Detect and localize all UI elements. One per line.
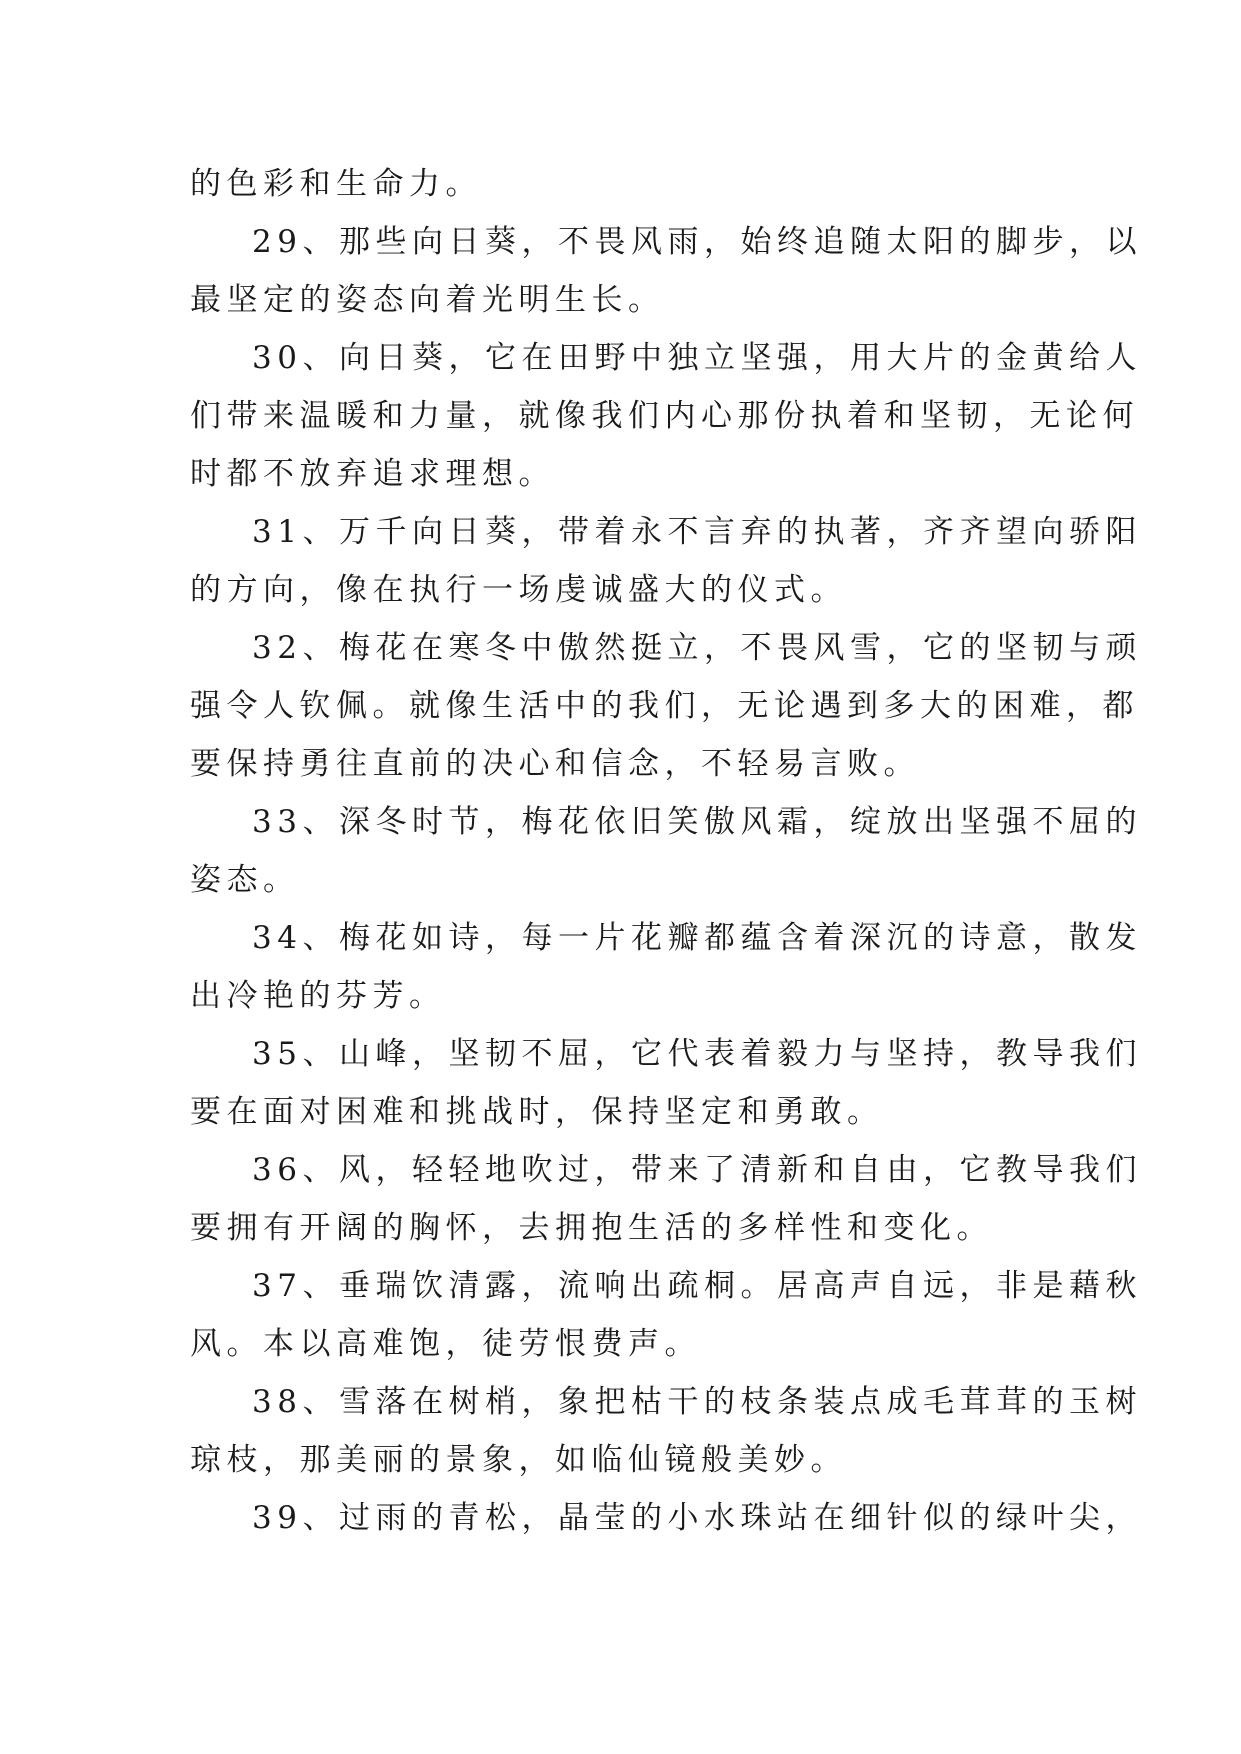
text-line-5: 们带来温暖和力量，就像我们内心那份执着和坚韧，无论何 bbox=[190, 398, 1139, 434]
text-line-20: 37、垂瑞饮清露，流响出疏桐。居高声自远，非是藉秋 bbox=[252, 1268, 1142, 1304]
text-line-7: 31、万千向日葵，带着永不言弃的执著，齐齐望向骄阳 bbox=[252, 514, 1142, 550]
text-line-15: 出冷艳的芬芳。 bbox=[190, 978, 446, 1014]
text-line-18: 36、风，轻轻地吹过，带来了清新和自由，它教导我们 bbox=[252, 1152, 1142, 1188]
text-line-8: 的方向，像在执行一场虔诚盛大的仪式。 bbox=[190, 572, 847, 608]
document-body bbox=[190, 155, 1142, 1547]
text-line-9: 32、梅花在寒冬中傲然挺立，不畏风雪，它的坚韧与顽 bbox=[252, 630, 1142, 666]
text-line-6: 时都不放弃追求理想。 bbox=[190, 456, 555, 492]
text-line-19: 要拥有开阔的胸怀，去拥抱生活的多样性和变化。 bbox=[190, 1210, 993, 1246]
text-line-11: 要保持勇往直前的决心和信念，不轻易言败。 bbox=[190, 746, 920, 782]
text-line-22: 38、雪落在树梢，象把枯干的枝条装点成毛茸茸的玉树 bbox=[252, 1384, 1142, 1420]
text-line-24: 39、过雨的青松，晶莹的小水珠站在细针似的绿叶尖， bbox=[252, 1500, 1142, 1536]
text-line-16: 35、山峰，坚韧不屈，它代表着毅力与坚持，教导我们 bbox=[252, 1036, 1142, 1072]
text-line-10: 强令人钦佩。就像生活中的我们，无论遇到多大的困难，都 bbox=[190, 688, 1139, 724]
text-line-14: 34、梅花如诗，每一片花瓣都蕴含着深沉的诗意，散发 bbox=[252, 920, 1142, 956]
text-line-23: 琼枝，那美丽的景象，如临仙镜般美妙。 bbox=[190, 1442, 847, 1478]
text-line-4: 30、向日葵，它在田野中独立坚强，用大片的金黄给人 bbox=[252, 340, 1142, 376]
text-line-3: 最坚定的姿态向着光明生长。 bbox=[190, 282, 665, 318]
text-line-21: 风。本以高难饱，徒劳恨费声。 bbox=[190, 1326, 701, 1362]
text-line-2: 29、那些向日葵，不畏风雨，始终追随太阳的脚步，以 bbox=[252, 224, 1142, 260]
text-line-12: 33、深冬时节，梅花依旧笑傲风霜，绽放出坚强不屈的 bbox=[252, 804, 1142, 840]
text-line-1: 的色彩和生命力。 bbox=[190, 166, 482, 202]
text-line-17: 要在面对困难和挑战时，保持坚定和勇敢。 bbox=[190, 1094, 884, 1130]
text-line-13: 姿态。 bbox=[190, 862, 300, 898]
